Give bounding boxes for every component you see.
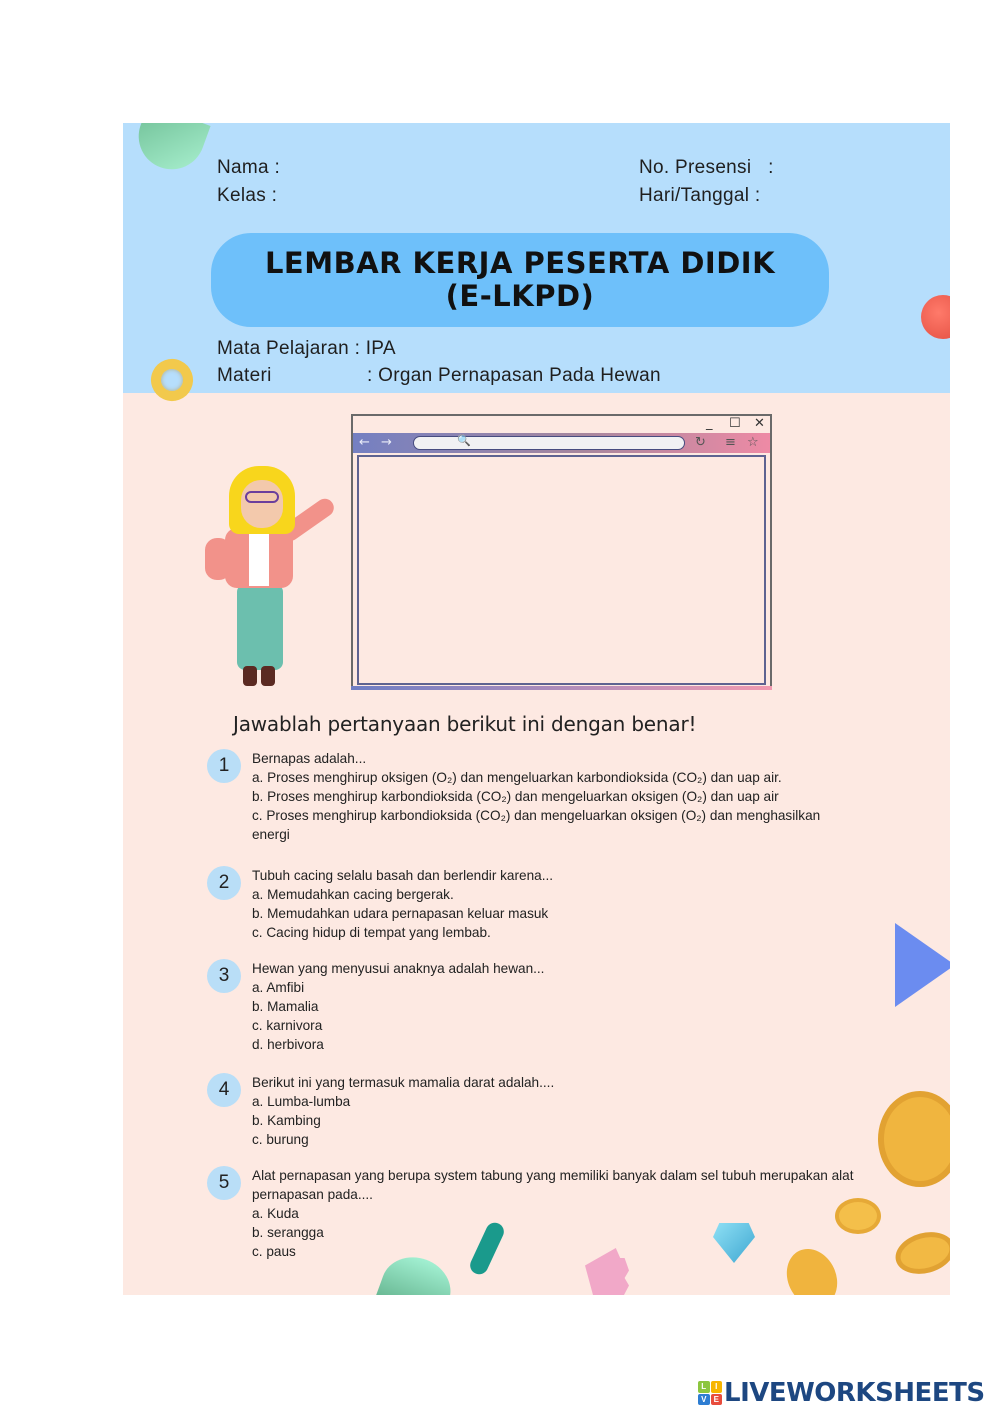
gold-coin-decoration — [891, 1226, 950, 1280]
option-c[interactable]: c. Proses menghirup karbondioksida (CO₂) dan mengeluarkan oksigen (O₂) dan menghasilkan energi — [252, 808, 821, 842]
blue-cone-decoration — [895, 923, 950, 1007]
question-text: Tubuh cacing selalu basah dan berlendir karena... — [252, 868, 554, 883]
browser-viewport — [357, 455, 766, 685]
option-c[interactable]: c. Cacing hidup di tempat yang lembab. — [252, 925, 491, 940]
worksheet-page — [123, 123, 950, 1295]
kelas-label: Kelas : — [217, 185, 278, 206]
option-c[interactable]: c. karnivora — [252, 1018, 323, 1033]
question-number-badge: 3 — [207, 959, 241, 993]
materi-label: Materi — [217, 365, 272, 386]
browser-titlebar — [353, 416, 770, 433]
option-b[interactable]: b. Mamalia — [252, 999, 319, 1014]
option-d[interactable]: d. herbivora — [252, 1037, 324, 1052]
question-number-badge: 2 — [207, 866, 241, 900]
subject-label: Mata Pelajaran : IPA — [217, 338, 396, 359]
question-text: Berikut ini yang termasuk mamalia darat adalah.... — [252, 1075, 555, 1090]
reload-icon: ↻ — [695, 435, 706, 450]
option-b[interactable]: b. Memudahkan udara pernapasan keluar masuk — [252, 906, 549, 921]
instruction-text: Jawablah pertanyaan berikut ini dengan benar! — [233, 712, 697, 736]
nama-label: Nama : — [217, 157, 281, 178]
liveworksheets-logo-icon: L I V E — [698, 1381, 722, 1405]
menu-icon: ≡ — [725, 435, 736, 450]
star-icon: ☆ — [747, 435, 759, 450]
browser-bottom-border — [351, 686, 772, 690]
option-a[interactable]: a. Amfibi — [252, 980, 305, 995]
question-text: Alat pernapasan yang berupa system tabung yang memiliki banyak dalam sel tubuh merupakan alat pernapasan pada.... — [252, 1168, 854, 1202]
watermark-text: LIVEWORKSHEETS — [724, 1378, 985, 1408]
browser-toolbar — [353, 433, 770, 453]
question-text: Hewan yang menyusui anaknya adalah hewan... — [252, 961, 545, 976]
address-bar — [413, 436, 685, 450]
question-text: Bernapas adalah... — [252, 751, 367, 766]
search-icon: 🔍 — [457, 434, 471, 447]
page-subtitle: (E-LKPD) — [445, 279, 595, 313]
option-c[interactable]: c. burung — [252, 1132, 309, 1147]
title-banner — [211, 233, 829, 327]
close-icon: ✕ — [754, 416, 765, 431]
browser-mockup — [351, 414, 772, 690]
back-arrow-icon: ← — [359, 435, 370, 450]
option-a[interactable]: a. Kuda — [252, 1206, 299, 1221]
question-number-badge: 5 — [207, 1166, 241, 1200]
tanggal-label: Hari/Tanggal : — [639, 185, 761, 206]
minimize-icon: _ — [706, 416, 713, 431]
gold-coin-decoration — [835, 1198, 881, 1234]
presensi-label: No. Presensi : — [639, 157, 774, 178]
option-a[interactable]: a. Lumba-lumba — [252, 1094, 351, 1109]
materi-value: : Organ Pernapasan Pada Hewan — [367, 365, 661, 386]
liveworksheets-watermark — [698, 1378, 985, 1408]
maximize-icon: ☐ — [729, 416, 741, 431]
option-b[interactable]: b. serangga — [252, 1225, 324, 1240]
option-c[interactable]: c. paus — [252, 1244, 296, 1259]
option-a[interactable]: a. Memudahkan cacing bergerak. — [252, 887, 454, 902]
option-b[interactable]: b. Kambing — [252, 1113, 321, 1128]
question-number-badge: 1 — [207, 749, 241, 783]
teacher-illustration — [205, 466, 345, 691]
question-number-badge: 4 — [207, 1073, 241, 1107]
page-title: LEMBAR KERJA PESERTA DIDIK — [264, 246, 776, 280]
option-b[interactable]: b. Proses menghirup karbondioksida (CO₂) dan mengeluarkan oksigen (O₂) dan uap air — [252, 789, 779, 804]
option-a[interactable]: a. Proses menghirup oksigen (O₂) dan mengeluarkan karbondioksida (CO₂) dan uap air. — [252, 770, 782, 785]
forward-arrow-icon: → — [381, 435, 392, 450]
